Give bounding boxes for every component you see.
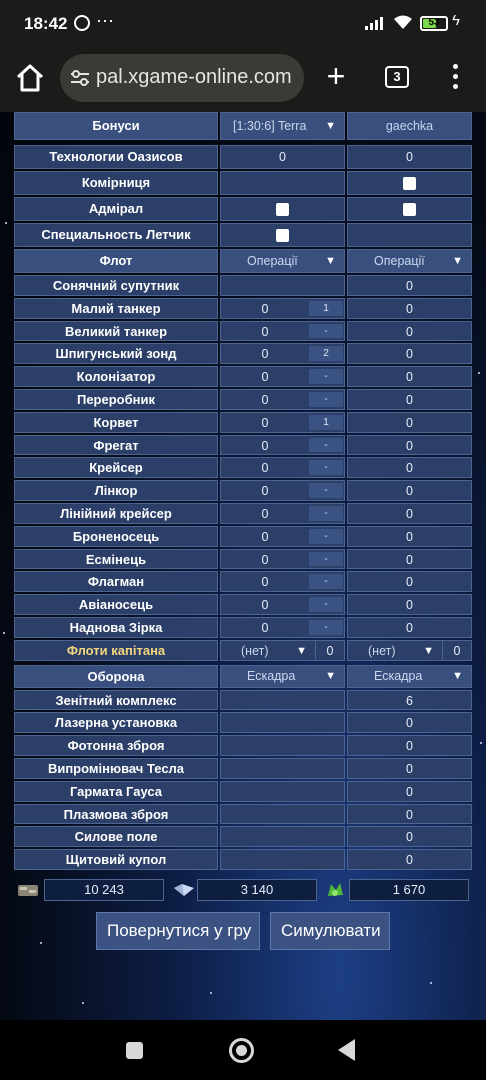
battery-icon — [420, 16, 448, 31]
attacker-ship-input[interactable]: 0 — [261, 484, 269, 499]
deuterium-icon — [323, 880, 347, 900]
battery-level: 53 — [428, 17, 440, 28]
available-ships-button[interactable]: - — [309, 506, 343, 521]
defender-captain-select[interactable] — [348, 641, 440, 660]
whatsapp-icon — [74, 15, 90, 31]
fleet-row — [12, 456, 474, 479]
fleet-header-row — [12, 248, 474, 274]
status-time: 18:42 — [24, 14, 68, 33]
fleet-row — [12, 365, 474, 388]
attacker-ship-input[interactable]: 0 — [261, 575, 269, 590]
captain-fleet-label — [14, 640, 218, 661]
bonuses-header-row — [12, 112, 474, 141]
attacker-ship-cell — [220, 366, 345, 387]
ship-label: Лінійний крейсер — [14, 503, 218, 524]
attacker-ship-input[interactable]: 0 — [261, 347, 269, 362]
defender-captain-input[interactable]: 0 — [442, 641, 471, 660]
defender-defense-value: Ескадра — [374, 668, 423, 683]
metal-icon — [16, 880, 40, 900]
defender-ship-input[interactable]: 0 — [347, 457, 472, 478]
defender-pilot-cell — [347, 223, 472, 247]
attacker-admiral-checkbox[interactable] — [276, 203, 289, 216]
defense-label: Фотонна зброя — [14, 735, 218, 756]
bonus-row — [12, 222, 474, 248]
attacker-ship-input[interactable]: 0 — [261, 392, 269, 407]
address-bar[interactable] — [60, 54, 304, 102]
ship-label: Переробник — [14, 389, 218, 410]
fleet-row — [12, 479, 474, 502]
simulator-page — [0, 112, 486, 1020]
attacker-defense-cell — [220, 758, 345, 779]
more-notifications-icon: ⋯ — [96, 11, 115, 31]
ship-label: Лінкор — [14, 480, 218, 501]
bonus-label: Адмірал — [14, 197, 218, 221]
defender-captain-cell — [347, 640, 472, 661]
available-ships-button[interactable]: - — [309, 369, 343, 384]
attacker-mission-select[interactable] — [220, 249, 345, 273]
attacker-ship-cell — [220, 526, 345, 547]
bonus-label: Технологии Оазисов — [14, 145, 218, 169]
deuterium-value: 1 670 — [349, 879, 469, 901]
new-tab-button[interactable]: + — [326, 58, 346, 94]
attacker-planet-value: [1:30:6] Terra — [233, 119, 307, 133]
attacker-ship-cell — [220, 503, 345, 524]
ship-label: Фрегат — [14, 435, 218, 456]
bonuses-title: Бонуси — [14, 112, 218, 140]
fleet-row — [12, 548, 474, 571]
defender-ship-input[interactable]: 0 — [347, 526, 472, 547]
defense-label: Випромінювач Тесла — [14, 758, 218, 779]
chevron-down-icon: ▼ — [325, 120, 336, 132]
attacker-ship-input[interactable]: 0 — [261, 324, 269, 339]
bonus-row — [12, 144, 474, 170]
attacker-pilot-cell — [220, 223, 345, 247]
defender-ship-input[interactable]: 0 — [347, 435, 472, 456]
defense-label: Плазмова зброя — [14, 804, 218, 825]
defender-defense-input[interactable]: 0 — [347, 758, 472, 779]
ship-label: Крейсер — [14, 457, 218, 478]
bonus-label: Специальность Летчик — [14, 223, 218, 247]
ship-label: Великий танкер — [14, 321, 218, 342]
system-nav-bar — [0, 1020, 486, 1080]
defender-ship-input[interactable]: 0 — [347, 412, 472, 433]
browser-menu-button[interactable] — [446, 62, 466, 92]
attacker-ship-cell — [220, 321, 345, 342]
bonus-row — [12, 196, 474, 222]
defense-header-row — [12, 664, 474, 689]
attacker-ship-cell — [220, 275, 345, 296]
attacker-defense-cell — [220, 690, 345, 711]
attacker-storage-cell — [220, 171, 345, 195]
attacker-captain-cell — [220, 640, 345, 661]
available-ships-button[interactable]: - — [309, 460, 343, 475]
defender-ship-input[interactable]: 0 — [347, 389, 472, 410]
back-to-game-button[interactable]: Повернутися у гру — [96, 912, 260, 950]
attacker-ship-input[interactable]: 0 — [261, 529, 269, 544]
attacker-ship-cell — [220, 480, 345, 501]
attacker-defense-cell — [220, 826, 345, 847]
defender-admiral-checkbox[interactable] — [403, 203, 416, 216]
available-ships-button[interactable]: - — [309, 574, 343, 589]
defender-defense-input[interactable]: 0 — [347, 712, 472, 733]
ship-label: Сонячний супутник — [14, 275, 218, 296]
available-ships-button[interactable]: - — [309, 324, 343, 339]
fleet-row — [12, 342, 474, 365]
attacker-ship-cell — [220, 412, 345, 433]
attacker-defense-cell — [220, 804, 345, 825]
attacker-defense-value: Ескадра — [247, 668, 296, 683]
available-ships-button[interactable]: - — [309, 552, 343, 567]
attacker-ship-input[interactable]: 0 — [261, 461, 269, 476]
attacker-captain-value: (нет) — [241, 643, 269, 658]
chevron-down-icon: ▼ — [296, 644, 307, 657]
defender-ship-input[interactable]: 0 — [347, 503, 472, 524]
available-ships-button[interactable]: - — [309, 483, 343, 498]
chevron-down-icon: ▼ — [452, 669, 463, 682]
defender-admiral-cell — [347, 197, 472, 221]
available-ships-button[interactable]: - — [309, 438, 343, 453]
attacker-ship-input[interactable]: 0 — [261, 301, 269, 316]
attacker-ship-cell — [220, 594, 345, 615]
captain-fleet-row — [12, 639, 474, 662]
attacker-admiral-cell — [220, 197, 345, 221]
available-ships-button[interactable]: - — [309, 620, 343, 635]
fleet-row — [12, 434, 474, 457]
defender-oasis-tech-input[interactable]: 0 — [347, 145, 472, 169]
browser-chrome — [0, 0, 486, 112]
defender-ship-input[interactable]: 0 — [347, 571, 472, 592]
attacker-ship-cell — [220, 435, 345, 456]
attacker-captain-select[interactable] — [221, 641, 313, 660]
attacker-defense-cell — [220, 712, 345, 733]
back-nav-icon[interactable] — [338, 1039, 355, 1061]
ship-label: Есмінець — [14, 549, 218, 570]
attacker-ship-input[interactable]: 0 — [261, 415, 269, 430]
attacker-defense-cell — [220, 781, 345, 802]
defender-ship-input[interactable]: 0 — [347, 298, 472, 319]
attacker-ship-input[interactable]: 0 — [261, 438, 269, 453]
attacker-ship-cell — [220, 298, 345, 319]
defense-label: Лазерна установка — [14, 712, 218, 733]
crystal-value: 3 140 — [197, 879, 317, 901]
simulator-table — [12, 112, 474, 871]
chevron-down-icon: ▼ — [452, 255, 463, 267]
defender-captain-value: (нет) — [368, 643, 396, 658]
attacker-planet-select[interactable] — [220, 112, 345, 140]
signal-icon — [365, 16, 387, 30]
fleet-title: Флот — [14, 249, 218, 273]
attacker-ship-input[interactable]: 0 — [261, 598, 269, 613]
available-ships-button[interactable]: - — [309, 392, 343, 407]
ship-label: Наднова Зірка — [14, 617, 218, 638]
defender-storage-cell — [347, 171, 472, 195]
attacker-ship-cell — [220, 343, 345, 364]
available-ships-button[interactable]: - — [309, 529, 343, 544]
attacker-ship-cell — [220, 549, 345, 570]
wifi-icon — [393, 14, 413, 30]
defender-ship-input[interactable]: 0 — [347, 480, 472, 501]
chevron-down-icon: ▼ — [423, 644, 434, 657]
defense-row — [12, 780, 474, 803]
defender-ship-input[interactable]: 0 — [347, 594, 472, 615]
status-bar — [0, 0, 486, 46]
attacker-ship-input[interactable]: 0 — [261, 620, 269, 635]
defender-mission-select[interactable] — [347, 249, 472, 273]
captain-fleet-text: Флоти капітана — [66, 642, 166, 658]
defense-label: Зенітний комплекс — [14, 690, 218, 711]
available-ships-button[interactable]: 1 — [309, 301, 343, 316]
defender-ship-input[interactable]: 0 — [347, 617, 472, 638]
defender-ship-input[interactable]: 0 — [347, 366, 472, 387]
site-settings-icon[interactable] — [68, 66, 92, 90]
attacker-captain-input[interactable]: 0 — [315, 641, 344, 660]
fleet-row — [12, 593, 474, 616]
home-icon[interactable] — [14, 62, 46, 94]
tab-switcher-button[interactable]: 3 — [385, 66, 409, 88]
available-ships-button[interactable]: 2 — [309, 346, 343, 361]
simulate-button[interactable]: Симулювати — [270, 912, 390, 950]
fleet-row — [12, 616, 474, 639]
attacker-mission-value: Операції — [247, 254, 298, 268]
resources-bar — [12, 878, 474, 902]
defender-ship-input[interactable]: 0 — [347, 343, 472, 364]
defender-mission-value: Операції — [374, 254, 425, 268]
defender-defense-select[interactable] — [347, 665, 472, 688]
bonus-row — [12, 170, 474, 196]
available-ships-button[interactable]: - — [309, 597, 343, 612]
ship-label: Флагман — [14, 571, 218, 592]
defense-row — [12, 689, 474, 712]
fleet-row — [12, 570, 474, 593]
defense-label: Силове поле — [14, 826, 218, 847]
fleet-row — [12, 411, 474, 434]
defender-defense-input[interactable]: 6 — [347, 690, 472, 711]
ship-label: Шпигунський зонд — [14, 343, 218, 364]
defense-title: Оборона — [14, 665, 218, 688]
defender-defense-input[interactable]: 0 — [347, 735, 472, 756]
metal-value: 10 243 — [44, 879, 164, 901]
defense-label: Гармата Гауса — [14, 781, 218, 802]
ship-label: Малий танкер — [14, 298, 218, 319]
home-nav-icon[interactable] — [229, 1038, 254, 1063]
attacker-ship-input[interactable]: 0 — [261, 552, 269, 567]
recent-apps-icon[interactable] — [126, 1042, 143, 1059]
defender-ship-input[interactable]: 0 — [347, 549, 472, 570]
charging-icon: ϟ — [452, 12, 460, 29]
attacker-defense-cell — [220, 849, 345, 870]
defender-name: gaechka — [347, 112, 472, 140]
fleet-row — [12, 525, 474, 548]
bonus-label: Комірниця — [14, 171, 218, 195]
ship-label: Авіаносець — [14, 594, 218, 615]
fleet-row — [12, 297, 474, 320]
ship-label: Корвет — [14, 412, 218, 433]
crystal-icon — [172, 880, 196, 900]
available-ships-button[interactable]: 1 — [309, 415, 343, 430]
attacker-ship-input[interactable]: 0 — [261, 370, 269, 385]
attacker-ship-cell — [220, 389, 345, 410]
defense-row — [12, 803, 474, 826]
fleet-row — [12, 274, 474, 297]
attacker-ship-cell — [220, 617, 345, 638]
defender-storage-checkbox[interactable] — [403, 177, 416, 190]
defender-defense-input[interactable]: 0 — [347, 826, 472, 847]
fleet-row — [12, 388, 474, 411]
defense-row — [12, 848, 474, 871]
defender-ship-input[interactable]: 0 — [347, 275, 472, 296]
defender-defense-input[interactable]: 0 — [347, 781, 472, 802]
chevron-down-icon: ▼ — [325, 669, 336, 682]
attacker-oasis-tech-input[interactable]: 0 — [220, 145, 345, 169]
ship-label: Колонізатор — [14, 366, 218, 387]
defender-defense-input[interactable]: 0 — [347, 849, 472, 870]
attacker-defense-select[interactable] — [220, 665, 345, 688]
attacker-ship-cell — [220, 457, 345, 478]
defense-row — [12, 825, 474, 848]
url-text[interactable]: pal.xgame-online.com — [96, 66, 292, 88]
fleet-row — [12, 502, 474, 525]
attacker-pilot-checkbox[interactable] — [276, 229, 289, 242]
attacker-defense-cell — [220, 735, 345, 756]
defense-label: Щитовий купол — [14, 849, 218, 870]
attacker-ship-input[interactable]: 0 — [261, 506, 269, 521]
chevron-down-icon: ▼ — [325, 255, 336, 267]
defense-row — [12, 734, 474, 757]
defender-defense-input[interactable]: 0 — [347, 804, 472, 825]
defense-row — [12, 757, 474, 780]
ship-label: Броненосець — [14, 526, 218, 547]
defender-ship-input[interactable]: 0 — [347, 321, 472, 342]
attacker-ship-cell — [220, 571, 345, 592]
defense-row — [12, 711, 474, 734]
fleet-row — [12, 320, 474, 343]
